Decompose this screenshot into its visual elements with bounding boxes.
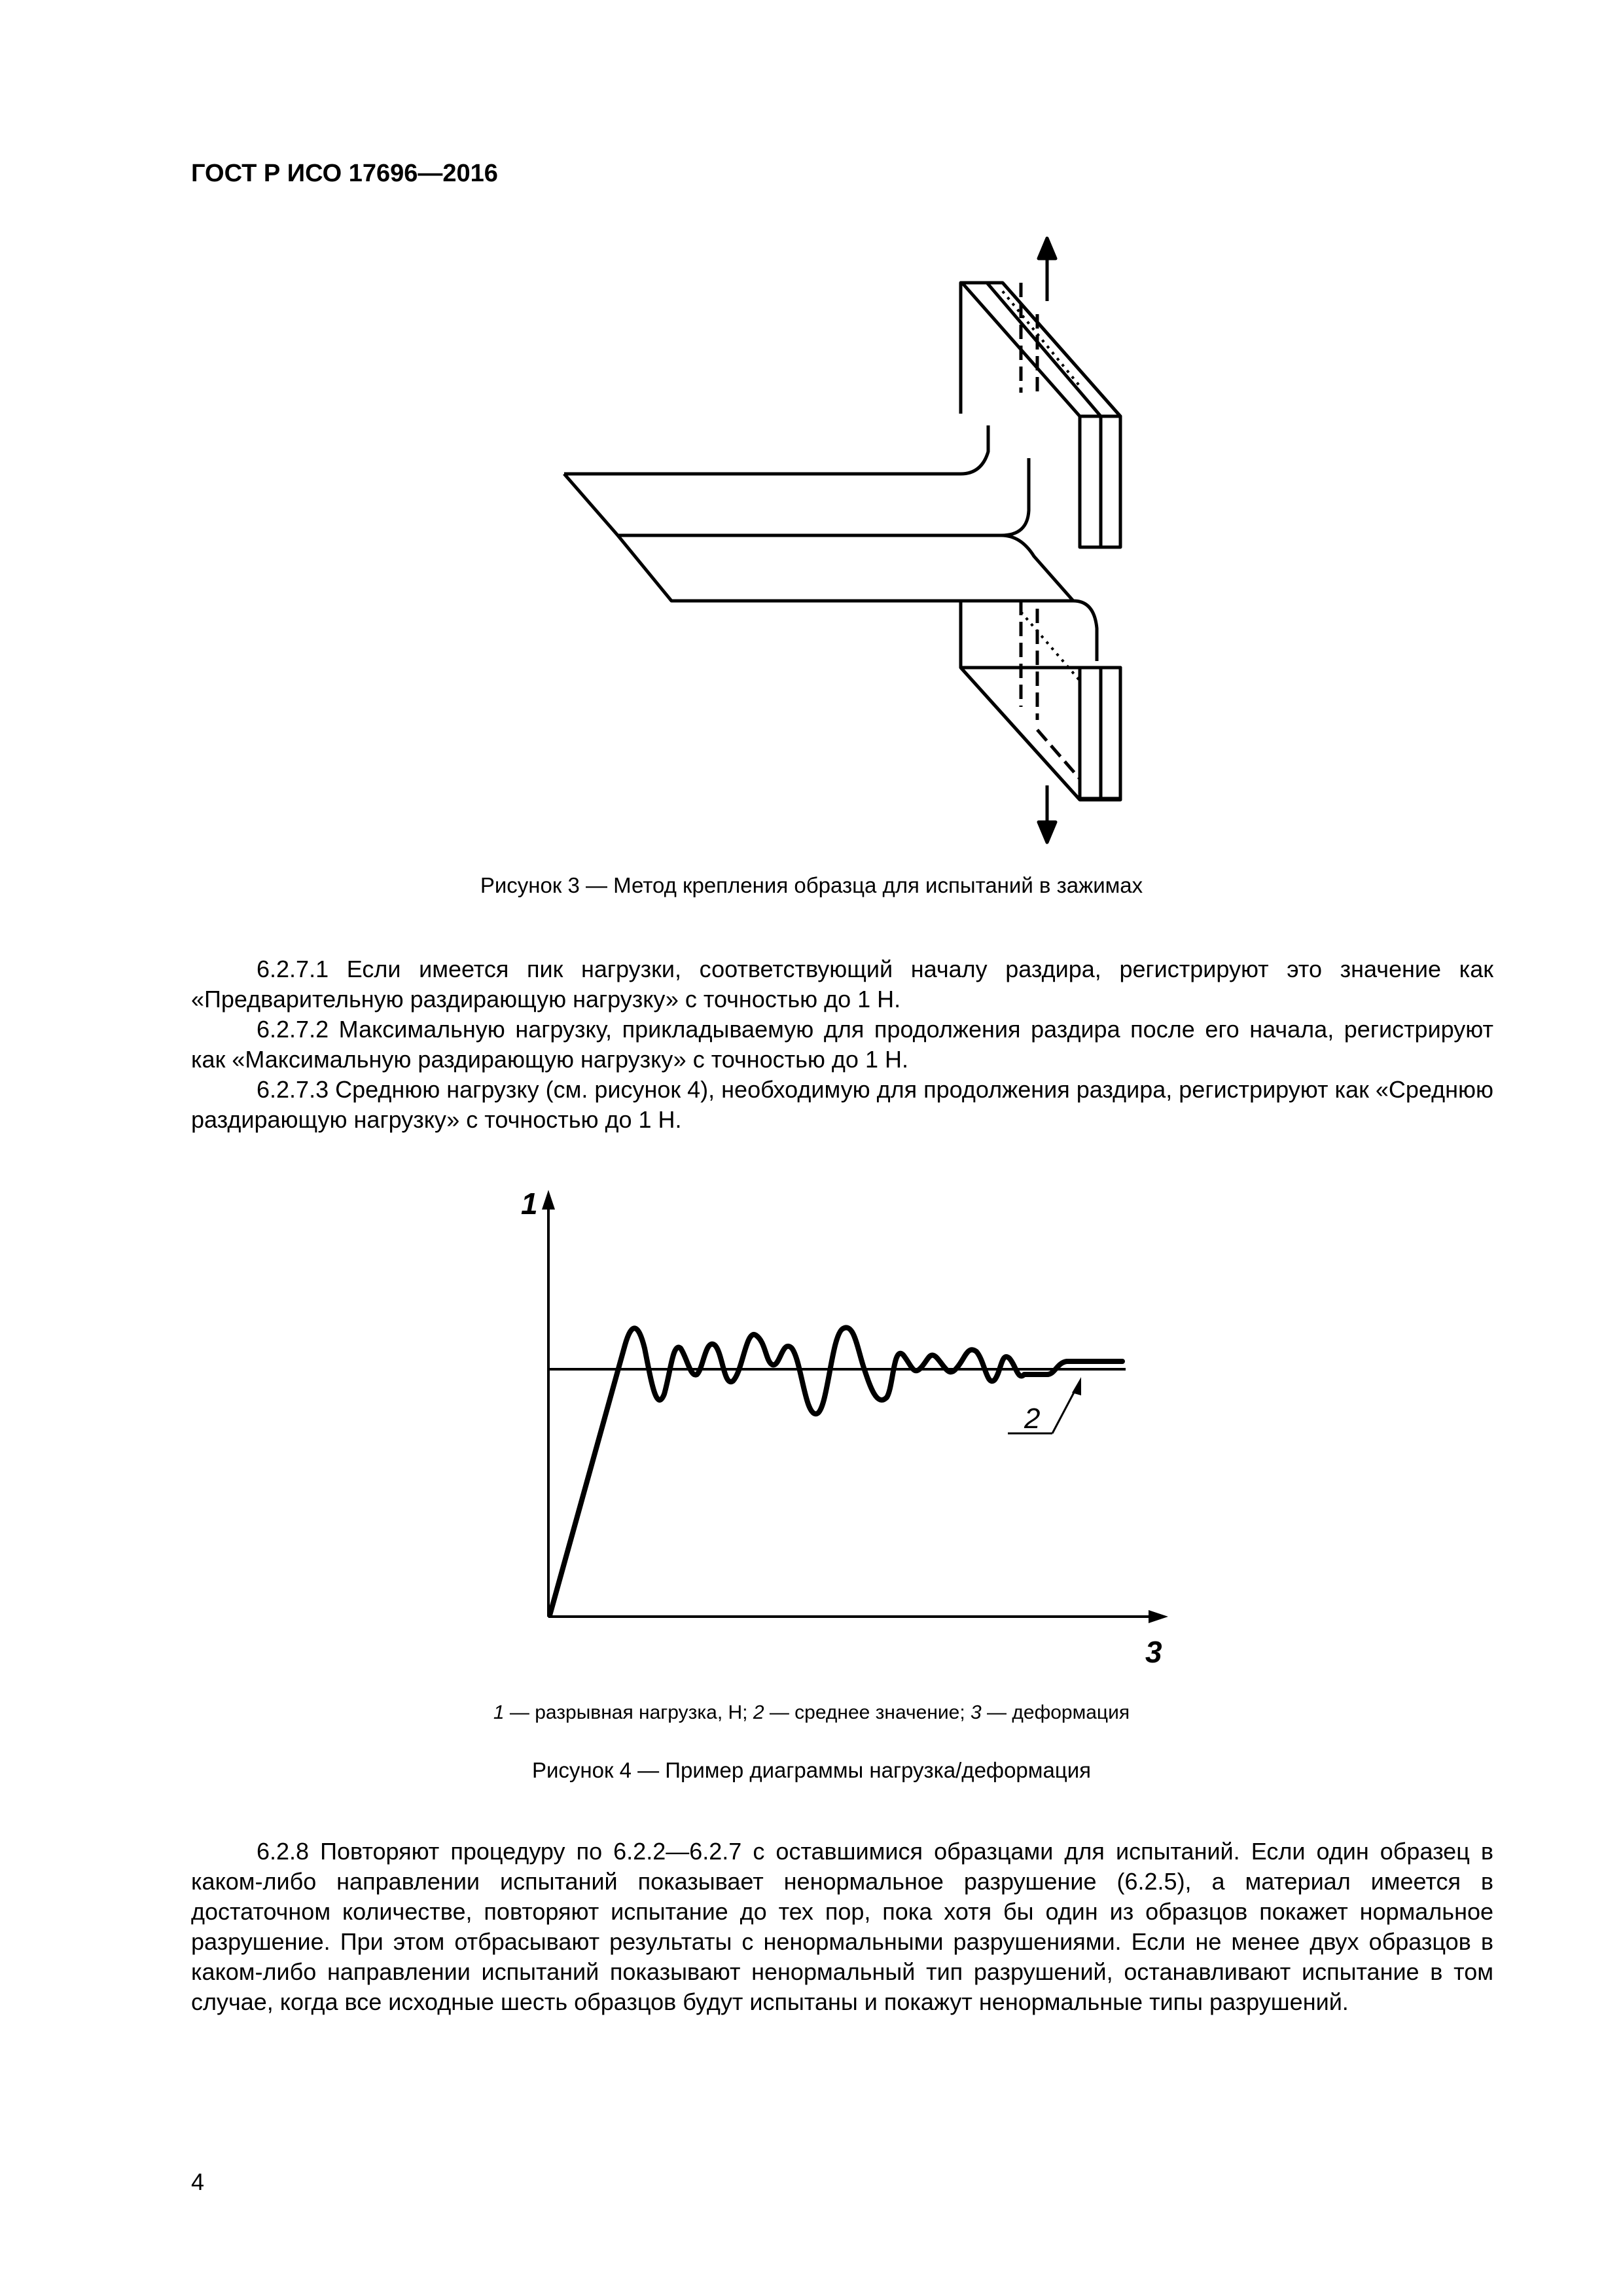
paragraph-6-2-7-3: 6.2.7.3 Среднюю нагрузку (см. рисунок 4), необходимую для продолжения раздира, регистрируют как «Среднюю раздирающую нагрузку» с точностью до 1 Н.	[191, 1076, 1493, 1133]
paragraph-6-2-8-block	[191, 1837, 1493, 2017]
x-axis-label: 3	[1145, 1635, 1162, 1669]
mean-leader-pointer	[1052, 1388, 1077, 1433]
legend-number-3: 3	[971, 1702, 982, 1723]
figure-4-load-deformation-chart	[497, 1165, 1178, 1676]
paragraph-6-2-8: 6.2.8 Повторяют процедуру по 6.2.2—6.2.7 с оставшимися образцами для испытаний. Если один образец в каком-либо направлении испытаний показывает ненормальное разрушение (6.2.5), а материал имеется в достаточном количестве, повторяют испытание до тех пор, пока хотя бы один из образцов покажет нормальное разрушение. При этом отбрасывают результаты с ненормальными разрушениями. Если не менее двух образцов в каком-либо направлении испытаний показывают ненормальный тип разрушений, останавливают испытание в том случае, когда все исходные шесть образцов будут испытаны и покажут ненормальные типы разрушений.	[191, 1838, 1493, 2015]
mean-value-label: 2	[1024, 1403, 1041, 1435]
legend-number-2: 2	[753, 1702, 764, 1723]
legend-text-1: — разрывная нагрузка, Н;	[504, 1702, 753, 1723]
mean-leader-arrow	[1072, 1377, 1081, 1395]
figure-4-legend	[0, 1702, 1623, 1724]
paragraph-6-2-7-2: 6.2.7.2 Максимальную нагрузку, прикладываемую для продолжения раздира после его начала, регистрируют как «Максимальную раздирающую нагрузку» с точностью до 1 Н.	[191, 1016, 1493, 1073]
legend-number-1: 1	[493, 1702, 505, 1723]
document-header: ГОСТ Р ИСО 17696—2016	[191, 160, 498, 187]
page-number: 4	[191, 2168, 205, 2195]
x-axis-arrow	[1149, 1610, 1168, 1623]
figure-4-caption: Рисунок 4 — Пример диаграммы нагрузка/деформация	[531, 1758, 1092, 1782]
load-curve	[550, 1327, 1122, 1615]
paragraphs-6-2-7	[191, 954, 1493, 1135]
y-axis-arrow	[542, 1190, 555, 1210]
legend-text-2: — среднее значение;	[764, 1702, 971, 1723]
figure-3-caption: Рисунок 3 — Метод крепления образца для испытаний в зажимах	[480, 873, 1143, 897]
y-axis-label: 1	[521, 1187, 538, 1221]
paragraph-6-2-7-1: 6.2.7.1 Если имеется пик нагрузки, соответствующий началу раздира, регистрируют это значение как «Предварительную раздирающую нагрузку» с точностью до 1 Н.	[191, 956, 1493, 1013]
legend-text-3: — деформация	[981, 1702, 1130, 1723]
figure-3-clamp-diagram	[537, 236, 1178, 851]
